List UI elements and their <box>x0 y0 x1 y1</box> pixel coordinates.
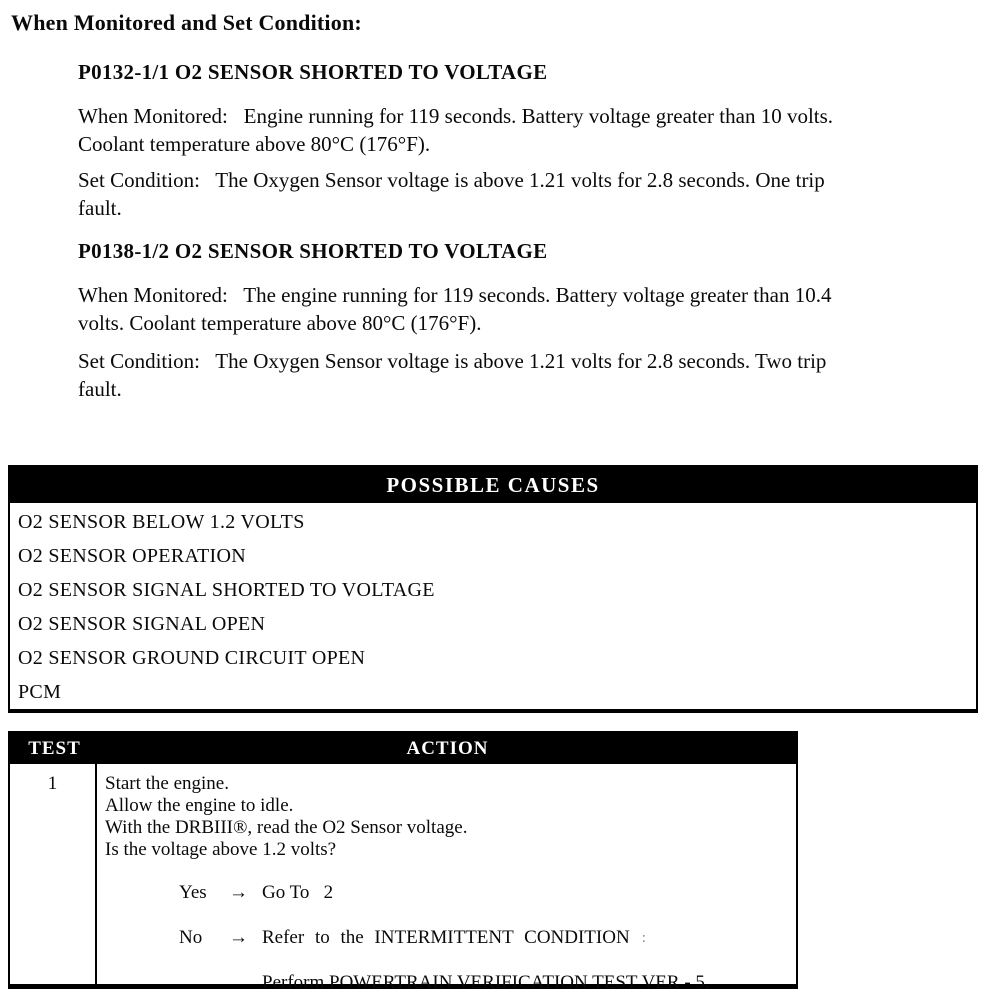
possible-cause-row: O2 SENSOR BELOW 1.2 VOLTS <box>18 510 305 533</box>
possible-causes-header: POSSIBLE CAUSES <box>10 467 976 503</box>
action-step-line: Start the engine. <box>105 773 229 794</box>
paragraph-line: Set Condition: The Oxygen Sensor voltage is above 1.21 volts for 2.8 seconds. Two trip <box>78 349 827 373</box>
dtc-code-heading: P0132-1/1 O2 SENSOR SHORTED TO VOLTAGE <box>78 60 548 84</box>
paragraph-line: Coolant temperature above 80°C (176°F). <box>78 132 431 156</box>
possible-cause-row: O2 SENSOR SIGNAL SHORTED TO VOLTAGE <box>18 578 435 601</box>
action-column-header: ACTION <box>406 737 489 759</box>
possible-causes-table <box>8 465 978 713</box>
scan-artifact-mark: : <box>641 930 646 946</box>
answer-line-yes <box>105 882 788 904</box>
paragraph-line: When Monitored: The engine running for 119 seconds. Battery voltage greater than 10.4 <box>78 283 832 307</box>
possible-cause-row: O2 SENSOR SIGNAL OPEN <box>18 612 266 635</box>
dtc-code-heading: P0138-1/2 O2 SENSOR SHORTED TO VOLTAGE <box>78 239 548 263</box>
test-action-header-row <box>10 733 796 764</box>
action-step-line: Allow the engine to idle. <box>105 795 294 816</box>
paragraph-line: fault. <box>78 196 122 220</box>
paragraph-line: volts. Coolant temperature above 80°C (176°F). <box>78 311 482 335</box>
possible-cause-row: PCM <box>18 680 62 703</box>
set-condition-paragraph <box>78 166 978 222</box>
possible-cause-row: O2 SENSOR GROUND CIRCUIT OPEN <box>18 646 366 669</box>
possible-cause-row: O2 SENSOR OPERATION <box>18 544 246 567</box>
possible-causes-body <box>10 503 976 709</box>
test-column-header: TEST <box>28 737 81 759</box>
paragraph-line: fault. <box>78 377 122 401</box>
set-condition-paragraph <box>78 347 978 403</box>
answer-label: Yes <box>179 882 207 903</box>
test-number-cell: 1 <box>10 764 97 984</box>
right-arrow-icon: → <box>229 882 248 903</box>
answer-action-text: Refer to the INTERMITTENT CONDITION <box>262 927 630 948</box>
verification-footer: Perform POWERTRAIN VERIFICATION TEST VER - 5. <box>262 972 710 993</box>
answer-action-text: Go To 2 <box>262 882 334 903</box>
action-cell <box>97 764 796 993</box>
dtc-section-p0138 <box>78 239 978 403</box>
answer-line-no <box>105 927 788 949</box>
action-step-line: With the DRBIII®, read the O2 Sensor voltage. <box>105 817 468 838</box>
page-title: When Monitored and Set Condition: <box>11 10 362 35</box>
right-arrow-icon: → <box>229 927 248 948</box>
action-step-line: Is the voltage above 1.2 volts? <box>105 839 337 860</box>
paragraph-line: Set Condition: The Oxygen Sensor voltage is above 1.21 volts for 2.8 seconds. One trip <box>78 168 825 192</box>
paragraph-line: When Monitored: Engine running for 119 seconds. Battery voltage greater than 10 volts. <box>78 104 834 128</box>
test-action-table <box>8 731 798 993</box>
when-monitored-paragraph <box>78 281 978 337</box>
dtc-section-p0132 <box>78 60 978 222</box>
test-row <box>10 764 796 993</box>
answer-label: No <box>179 927 203 948</box>
when-monitored-paragraph <box>78 102 978 158</box>
